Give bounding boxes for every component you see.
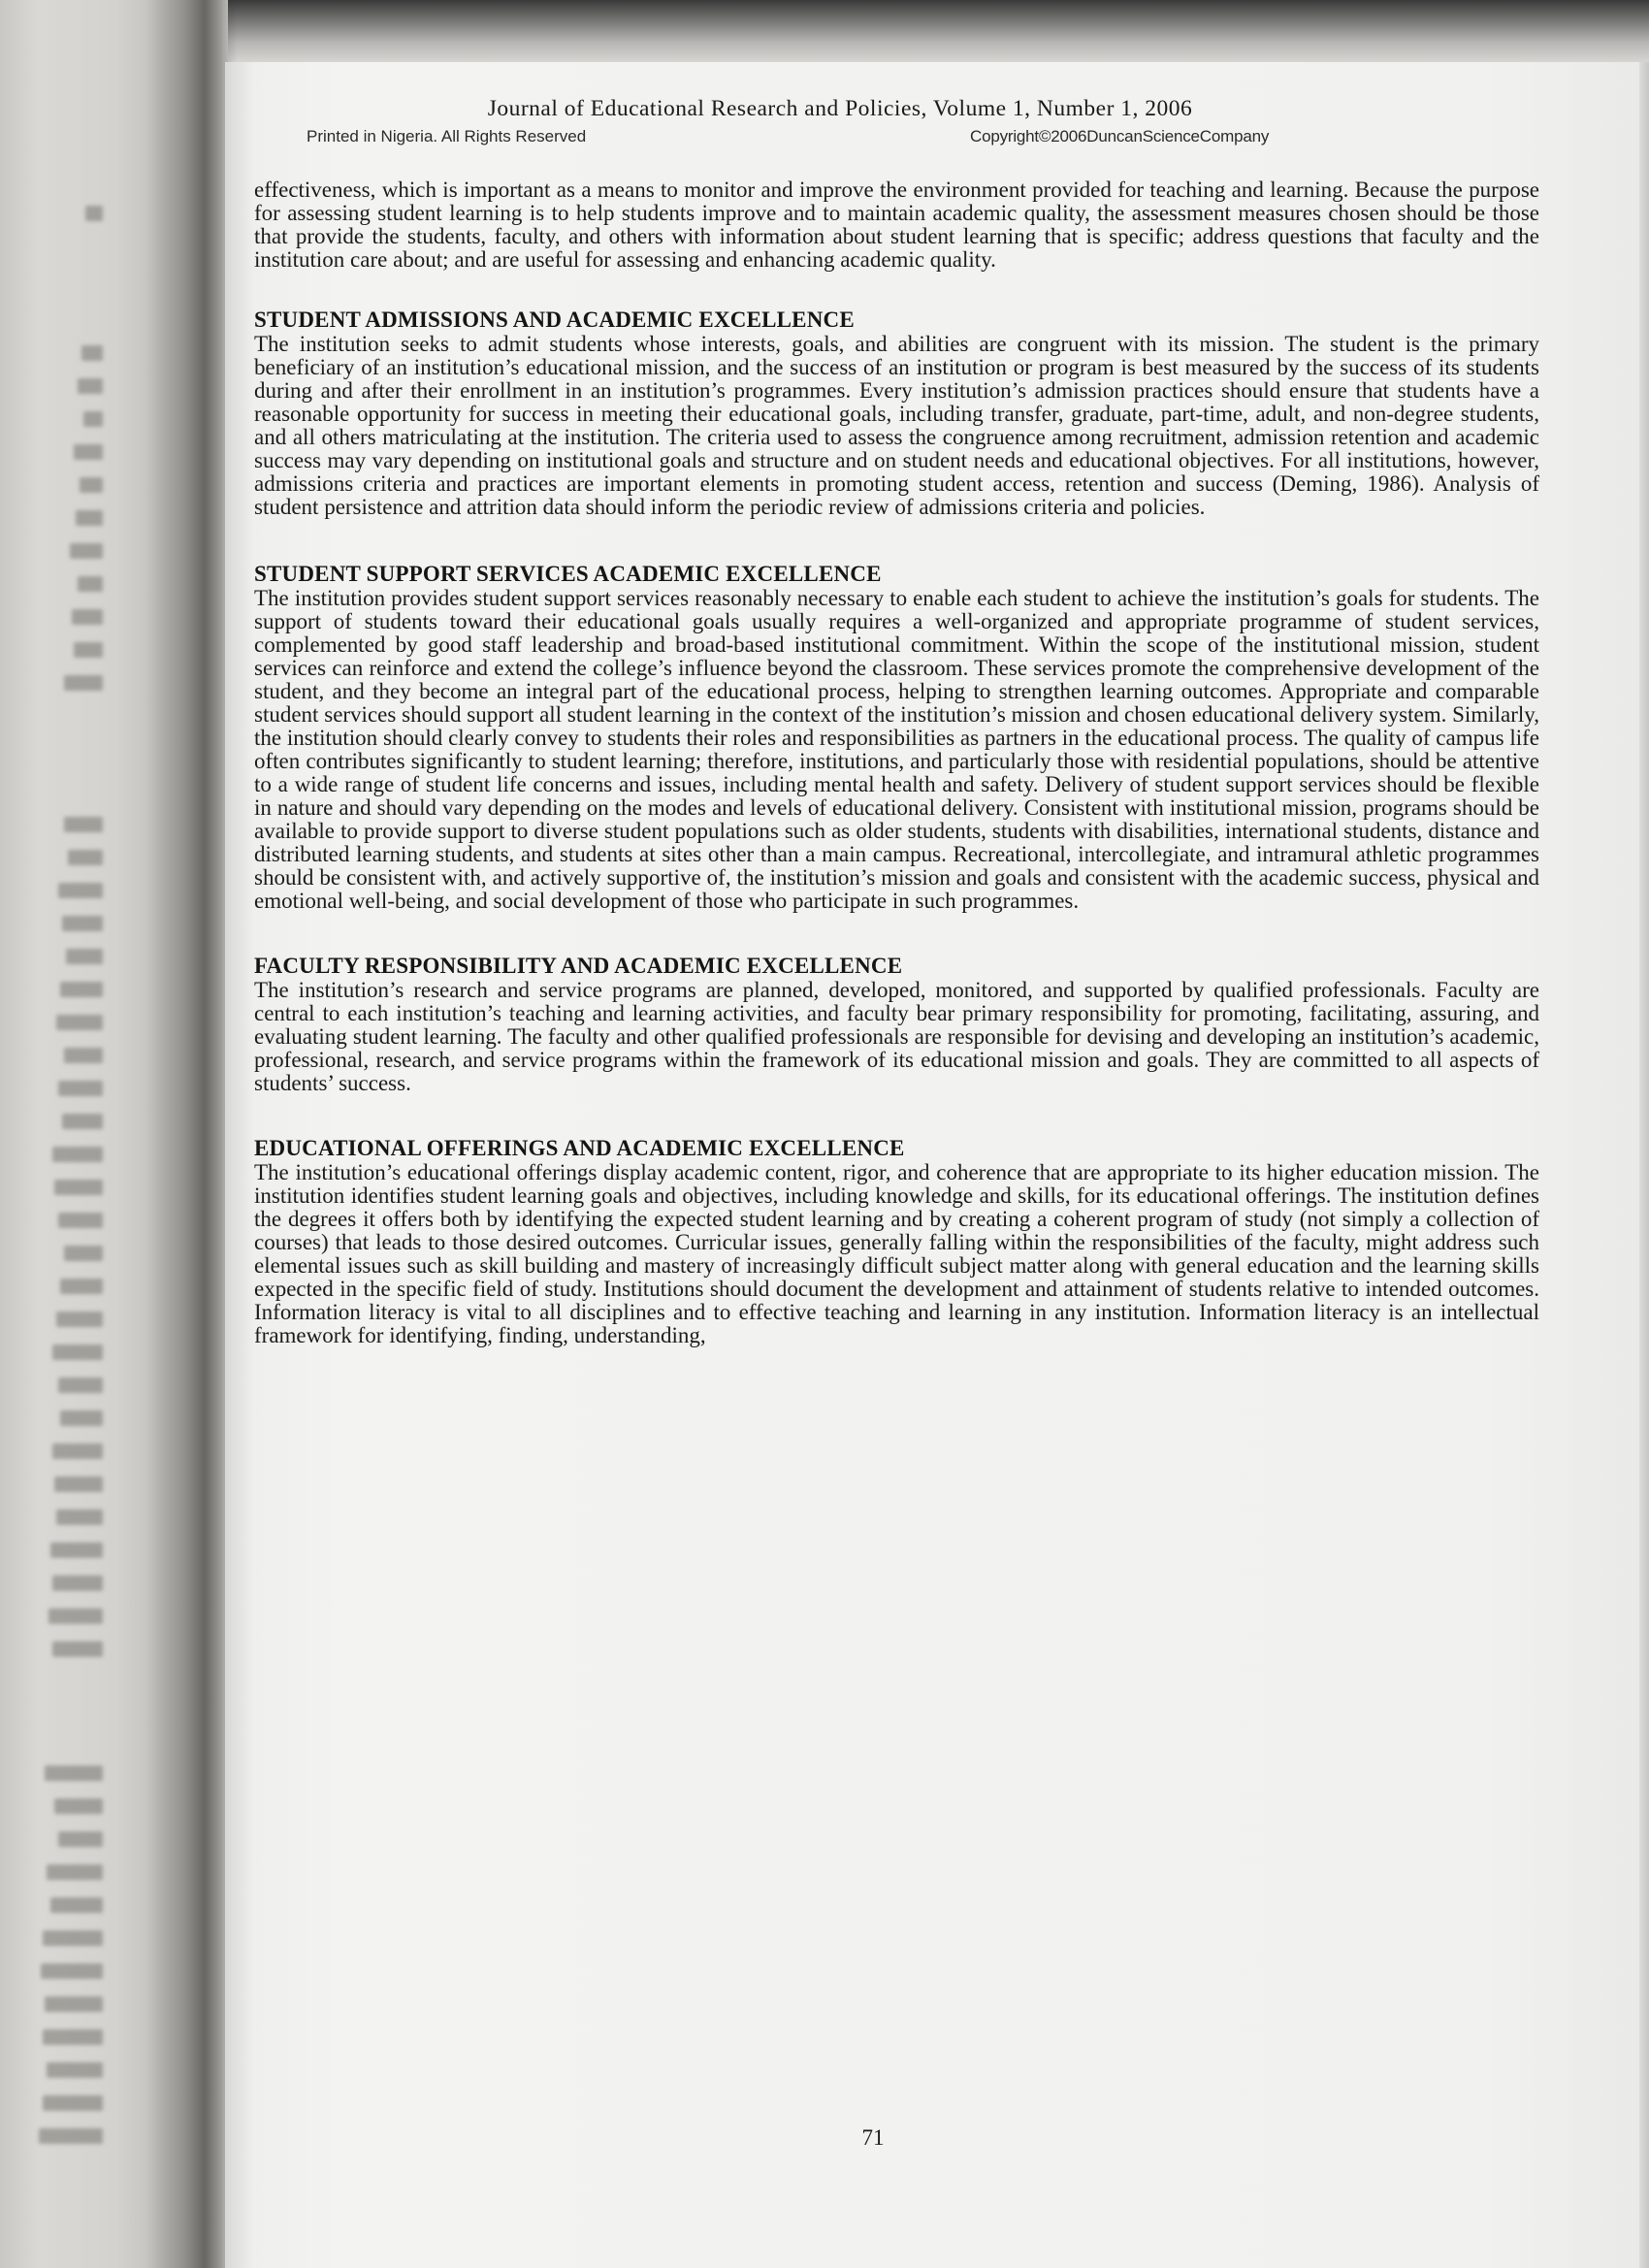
- section-heading: EDUCATIONAL OFFERINGS AND ACADEMIC EXCELLENCE: [254, 1136, 905, 1160]
- article-body: [254, 178, 1539, 1347]
- section-heading: FACULTY RESPONSIBILITY AND ACADEMIC EXCELLENCE: [254, 954, 903, 978]
- section-faculty-responsibility: [254, 954, 1539, 1095]
- section-heading: STUDENT ADMISSIONS AND ACADEMIC EXCELLENCE: [254, 308, 855, 332]
- copyright-notice: Copyright©2006DuncanScienceCompany: [970, 127, 1270, 146]
- page-edge: [1639, 62, 1649, 2268]
- intro-paragraph: effectiveness, which is important as a means to monitor and improve the environment provided for teaching and learning. Because the purpose for assessing student learning is to help students improve and to maintain academic quality, the assessment measures chosen should be those that provide the students, faculty, and others with information about student learning that is specific; address questions that faculty and the institution care about; and are useful for assessing and enhancing academic quality.: [254, 178, 1539, 272]
- page-header: [0, 96, 1649, 156]
- scan-top-shadow: [0, 0, 1649, 70]
- section-paragraph: The institution provides student support services reasonably necessary to enable each student to achieve the institution’s goals for students. The support of students toward their educational goals usually requires a well-organized and appropriate programme of student services, complemented by good staff leadership and broad-based institutional commitment. Within the scope of the institutional mission, student services can reinforce and extend the college’s influence beyond the classroom. These services promote the comprehensive development of the student, and they become an integral part of the educational process, helping to strengthen learning outcomes. Appropriate and comparable student services should support all student learning in the context of the institution’s mission and chosen educational delivery system. Similarly, the institution should clearly convey to students their roles and responsibilities as partners in the educational process. The quality of campus life often contributes significantly to student learning; therefore, institutions, and particularly those with residential populations, should be attentive to a wide range of student life concerns and issues, including mental health and safety. Delivery of student support services should be flexible in nature and should vary depending on the modes and levels of educational delivery. Consistent with institutional mission, programs should be available to provide support to diverse student populations such as older students, students with disabilities, international students, distance and distributed learning students, and students at sites other than a main campus. Recreational, intercollegiate, and intramural athletic programmes should be consistent with, and actively supportive of, the institution’s mission and goals and consistent with the academic success, physical and emotional well-being, and social development of those who participate in such programmes.: [254, 586, 1539, 913]
- section-heading: STUDENT SUPPORT SERVICES ACADEMIC EXCELLENCE: [254, 562, 882, 586]
- section-educational-offerings: [254, 1136, 1539, 1347]
- book-spine-shadow: [146, 0, 238, 2268]
- section-student-support: [254, 562, 1539, 913]
- facing-page-bleed-text: [0, 0, 114, 2268]
- printed-notice: Printed in Nigeria. All Rights Reserved: [307, 127, 587, 146]
- page-number: 71: [861, 2125, 885, 2150]
- journal-title: Journal of Educational Research and Policies, Volume 1, Number 1, 2006: [487, 96, 1193, 121]
- section-paragraph: The institution’s educational offerings display academic content, rigor, and coherence that are appropriate to its higher education mission. The institution identifies student learning goals and objectives, including knowledge and skills, for its educational offerings. The institution defines the degrees it offers both by identifying the expected student learning and by creating a coherent program of study (not simply a collection of courses) that leads to those desired outcomes. Curricular issues, generally falling within the responsibilities of the faculty, might address such elemental issues such as skill building and mastery of increasingly difficult subject matter along with general education and the learning skills expected in the specific field of study. Institutions should document the development and attainment of students relative to intended outcomes. Information literacy is vital to all disciplines and to effective teaching and learning in any institution. Information literacy is an intellectual framework for identifying, finding, understanding,: [254, 1160, 1539, 1347]
- section-paragraph: The institution’s research and service programs are planned, developed, monitored, and supported by qualified professionals. Faculty are central to each institution’s teaching and learning activities, and faculty bear primary responsibility for promoting, facilitating, assuring, and evaluating student learning. The faculty and other qualified professionals are responsible for devising and developing an institution’s academic, professional, research, and service programs within the framework of its educational mission and goals. They are committed to all aspects of students’ success.: [254, 978, 1539, 1095]
- section-student-admissions: [254, 308, 1539, 519]
- section-paragraph: The institution seeks to admit students whose interests, goals, and abilities are congruent with its mission. The student is the primary beneficiary of an institution’s educational mission, and the success of an institution or program is best measured by the success of its students during and after their enrollment in an institution’s programmes. Every institution’s admission practices should ensure that students have a reasonable opportunity for success in meeting their educational goals, including transfer, graduate, part-time, adult, and non-degree students, and all others matriculating at the institution. The criteria used to assess the congruence among recruitment, admission retention and academic success may vary depending on institutional goals and structure and on student needs and educational objectives. For all institutions, however, admissions criteria and practices are important elements in promoting student access, retention and success (Deming, 1986). Analysis of student persistence and attrition data should inform the periodic review of admissions criteria and policies.: [254, 332, 1539, 519]
